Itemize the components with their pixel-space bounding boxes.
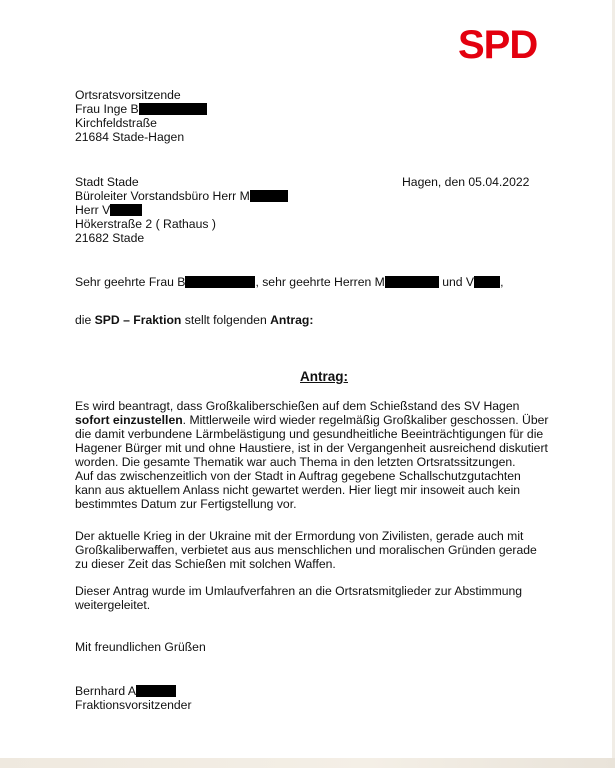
signature-name: Bernhard A: [75, 684, 136, 698]
sender-line: Ortsratsvorsitzende: [75, 88, 181, 102]
paragraph-line: Der aktuelle Krieg in der Ukraine mit der Ermordung von Zivilisten, gerade auch mit: [75, 529, 524, 543]
intro-party: SPD – Fraktion: [94, 313, 182, 327]
salutation-part: und V: [438, 275, 475, 289]
paragraph-line: kann aus aktuellem Anlass nicht gewartet werden. Hier liegt mir insoweit auch kein: [75, 483, 521, 497]
intro-text: stellt folgenden: [181, 313, 271, 327]
recipient-address: [75, 175, 288, 245]
recipient-person-line: [75, 203, 288, 217]
paragraph-motion: [75, 399, 549, 511]
sender-line: 21684 Stade-Hagen: [75, 130, 185, 144]
paragraph-line: weitergeleitet.: [75, 598, 151, 612]
paragraph-line: die damit verbundene Lärmbelästigung und gesundheitliche Beeinträchtigungen für die: [75, 427, 544, 441]
paragraph-line: Großkaliberwaffen, verbietet aus aus menschlichen und moralischen Gründen gerade: [75, 543, 537, 557]
paragraph-procedure: [75, 584, 545, 612]
spd-logo: SPD: [458, 23, 538, 67]
paragraph-line: bestimmtes Datum zur Fertigstellung vor.: [75, 497, 297, 511]
salutation-part: , sehr geehrte Herren M: [255, 275, 385, 289]
signature-title: Fraktionsvorsitzender: [75, 698, 192, 712]
salutation-part: Sehr geehrte Frau B: [75, 275, 186, 289]
paragraph-line: Hagener Bürger mit und ohne Haustiere, ist in der Vergangenheit ausreichend diskutiert: [75, 441, 548, 455]
paragraph-line: Es wird beantragt, dass Großkaliberschießen auf dem Schießstand des SV Hagen: [75, 399, 520, 413]
redaction-bar: [185, 276, 255, 288]
antrag-heading: Antrag:: [300, 369, 348, 384]
recipient-line: Hökerstraße 2 ( Rathaus ): [75, 217, 216, 231]
paragraph-line: Dieser Antrag wurde im Umlaufverfahren an die Ortsratsmitglieder zur Abstimmung: [75, 584, 523, 598]
redaction-bar: [250, 190, 288, 202]
salutation: [75, 275, 503, 289]
emphasis-text: sofort einzustellen: [75, 413, 183, 427]
redaction-bar: [474, 276, 500, 288]
recipient-office: Büroleiter Vorstandsbüro Herr M: [75, 189, 250, 203]
letter-date: Hagen, den 05.04.2022: [402, 175, 530, 189]
recipient-office-line: [75, 189, 288, 203]
sender-address: [75, 88, 207, 144]
redaction-bar: [139, 103, 207, 115]
paragraph-war: [75, 529, 545, 571]
intro-line: [75, 313, 313, 327]
intro-antrag: Antrag:: [270, 313, 314, 327]
signature-block: [75, 684, 192, 712]
paragraph-line: [75, 413, 549, 427]
sender-line: Kirchfeldstraße: [75, 116, 157, 130]
paragraph-text: . Mittlerweile wird wieder regelmäßig Großkaliber geschossen. Über: [182, 413, 549, 427]
redaction-bar: [136, 685, 176, 697]
recipient-person: Herr V: [75, 203, 111, 217]
viewer-background: [0, 758, 615, 768]
redaction-bar: [385, 276, 439, 288]
sender-name-line: [75, 102, 207, 116]
salutation-part: ,: [500, 275, 504, 289]
sender-name: Frau Inge B: [75, 102, 139, 116]
paragraph-line: zu dieser Zeit das Schießen mit solchen Waffen.: [75, 557, 336, 571]
signature-name-line: [75, 684, 192, 698]
recipient-line: 21682 Stade: [75, 231, 145, 245]
redaction-bar: [110, 204, 142, 216]
paragraph-line: worden. Die gesamte Thematik war auch Thema in den letzten Ortsratssitzungen.: [75, 455, 516, 469]
intro-text: die: [75, 313, 95, 327]
closing: Mit freundlichen Grüßen: [75, 640, 206, 654]
recipient-line: Stadt Stade: [75, 175, 139, 189]
paragraph-line: Auf das zwischenzeitlich von der Stadt in Auftrag gegebene Schallschutzgutachten: [75, 469, 521, 483]
